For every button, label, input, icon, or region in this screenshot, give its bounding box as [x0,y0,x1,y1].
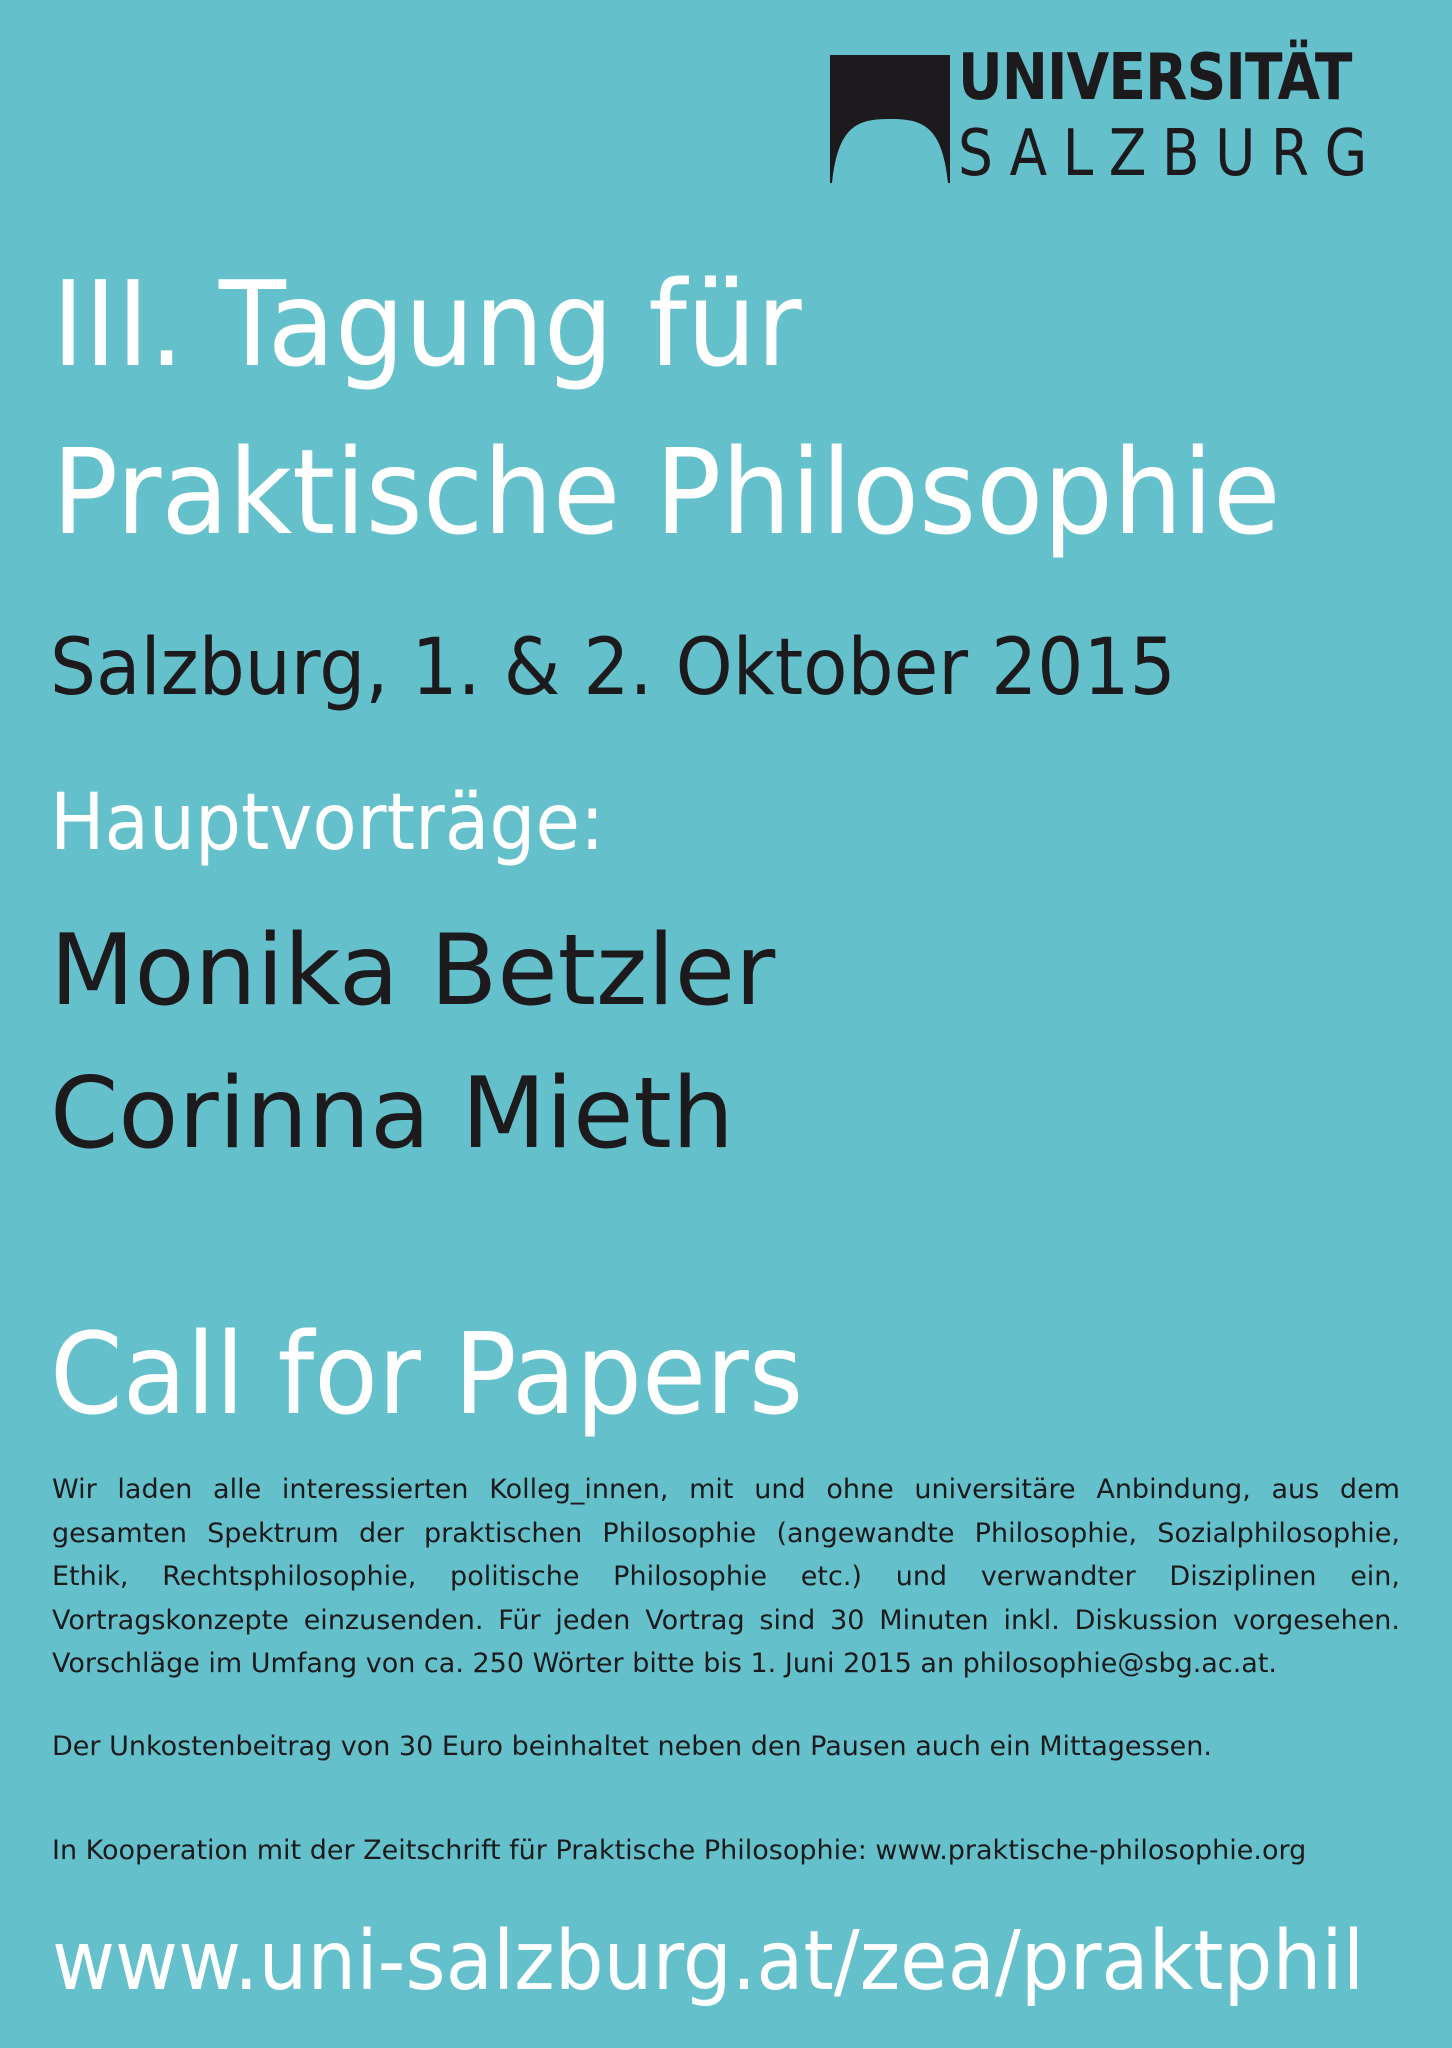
keynotes-label: Hauptvorträge: [50,778,605,868]
logo-salzburg-text: SALZBURG [958,117,1383,191]
arch-mark-icon [830,55,950,183]
conference-title [52,240,1281,576]
event-date-location: Salzburg, 1. & 2. Oktober 2015 [50,623,1176,713]
university-logo [830,41,1400,191]
cooperation-note: In Kooperation mit der Zeitschrift für Praktische Philosophie: www.praktische-philosophie.org [52,1835,1307,1866]
speaker-name: Monika Betzler [50,914,776,1028]
title-line-2: Praktische Philosophie [52,423,1281,561]
speaker-name: Corinna Mieth [50,1057,734,1171]
call-for-papers-heading: Call for Papers [50,1310,804,1440]
fee-note: Der Unkostenbeitrag von 30 Euro beinhaltet neben den Pausen auch ein Mittagessen. [52,1731,1212,1762]
logo-university-text: UNIVERSITÄT [958,41,1352,115]
title-line-1: III. Tagung für [52,255,802,393]
keynote-speakers [50,900,775,1186]
call-for-papers-body: Wir laden alle interessierten Kolleg_innen, mit und ohne universitäre Anbindung, aus dem gesamten Spektrum der praktischen Philosophie (angewandte Philosophie, Sozialphilosophie, Ethik, Rechtsphilosophie, politische Philosophie etc.) und verwandter Disziplinen ein, Vortragskonzepte einzusenden. Für jeden Vortrag sind 30 Minuten inkl. Diskussion vorgesehen. Vorschläge im Umfang von ca. 250 Wörter bitte bis 1. Juni 2015 an philosophie@sbg.ac.at. [52,1474,1400,1679]
footer-url-link[interactable]: www.uni-salzburg.at/zea/praktphil [52,1914,1365,2009]
